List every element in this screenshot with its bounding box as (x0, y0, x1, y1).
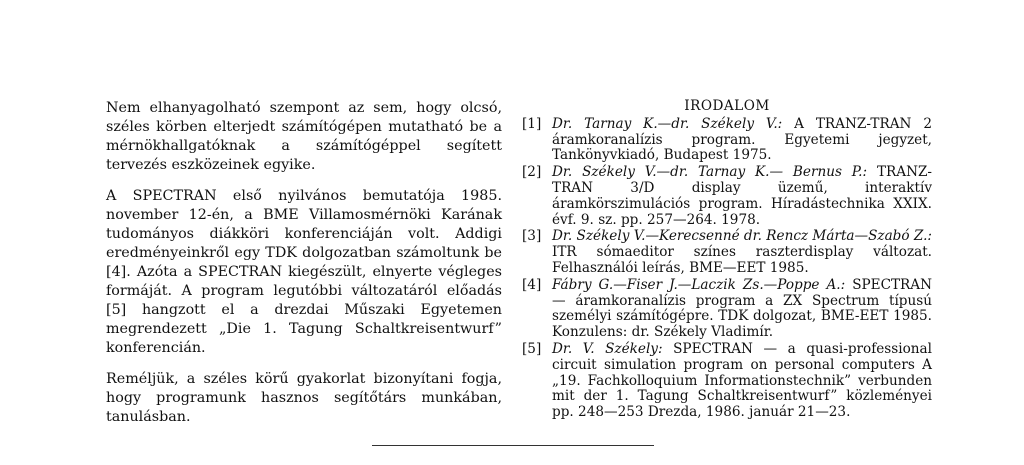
reference-authors: Dr. V. Székely: (552, 340, 663, 357)
references-heading: IRODALOM (684, 98, 770, 114)
reference-text: A TRANZ-TRAN 2 áramkoranalízis program. Egyetemi jegyzet, Tankönyvkiadó, Budapest 1975. (552, 115, 932, 164)
body-text-column (106, 99, 502, 439)
reference-text: SPECTRAN — áramkoranalízis program a ZX Spectrum típusú személyi számítógépre. TDK dolgozat, BME-EET 1985. Konzulens: dr. Székely Vladimír. (552, 276, 932, 341)
reference-text: SPECTRAN — a quasi-professional circuit simulation program on personal computers A „19. Fachkolloquium Informationstechnik” verbunden mit der 1. Tagung Schaltkreisentwurf” közleményei pp. 248—253 Drezda, 1986. január 21—23. (552, 340, 932, 421)
reference-item-3 (522, 229, 932, 276)
references-column (522, 99, 932, 422)
reference-number: [3] (522, 228, 542, 245)
reference-authors: Fábry G.—Fiser J.—Laczik Zs.—Poppe A.: (552, 276, 846, 293)
reference-authors: Dr. Székely V.—dr. Tarnay K.— Bernus P.: (552, 164, 868, 181)
reference-item-5 (522, 342, 932, 421)
reference-number: [4] (522, 276, 542, 293)
reference-number: [2] (522, 164, 542, 181)
reference-number: [5] (522, 340, 542, 357)
paragraph-3: Reméljük, a széles körű gyakorlat bizonyítani fogja, hogy programunk hasznos segítőtárs munkában, tanulásban. (106, 371, 502, 425)
reference-number: [1] (522, 115, 542, 132)
reference-authors: Dr. Székely V.—Kerecsenné dr. Rencz Márta—Szabó Z.: (552, 228, 932, 245)
reference-text: ITR sómaeditor színes raszterdisplay változat. Felhasználói leírás, BME—EET 1985. (552, 244, 932, 276)
paragraph-2: A SPECTRAN első nyilvános bemutatója 1985. november 12-én, a BME Villamosmérnöki Karának tudományos diákköri konferenciáján volt. Addigi eredményeinkről egy TDK dolgozatban számoltunk be [4]. Azóta a SPECTRAN kiegészült, elnyerte végleges formáját. A program legutóbbi változatáról előadás [5] hangzott el a drezdai Műszaki Egyetemen megrendezett „Die 1. Tagung Schaltkreisentwurf” konferencián. (106, 188, 502, 356)
reference-item-4 (522, 278, 932, 341)
reference-item-2 (522, 165, 932, 228)
reference-item-1 (522, 117, 932, 164)
bottom-divider (372, 445, 654, 446)
reference-authors: Dr. Tarnay K.—dr. Székely V.: (552, 115, 783, 132)
reference-text: TRANZ-TRAN 3/D display üzemű, interaktív áramkörszimulációs program. Híradástechnika XXIX. évf. 9. sz. pp. 257—264. 1978. (552, 164, 932, 228)
paragraph-1: Nem elhanyagolható szempont az sem, hogy olcsó, széles körben elterjedt számítógépen mutatható be a mérnökhallgatóknak a számítógéppel segített tervezés eszközeinek egyike. (106, 100, 502, 173)
